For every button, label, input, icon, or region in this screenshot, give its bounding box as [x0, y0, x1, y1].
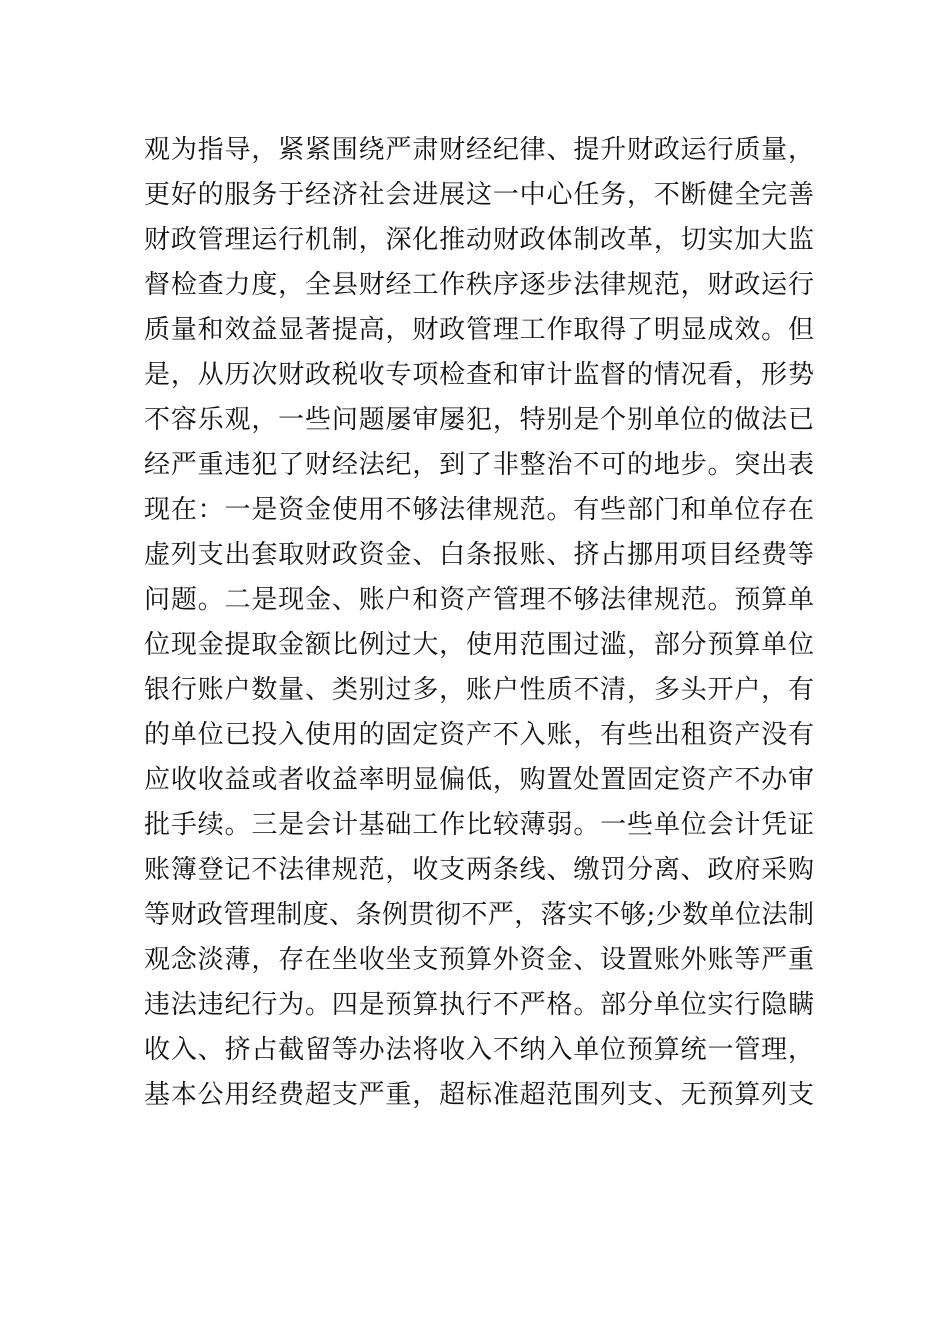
text-line: 银行账户数量、类别过多，账户性质不清，多头开户，有 — [144, 675, 814, 705]
text-line: 观念淡薄，存在坐收坐支预算外资金、设置账外账等严重 — [144, 945, 814, 975]
text-line: 的单位已投入使用的固定资产不入账，有些出租资产没有 — [144, 720, 814, 750]
text-line: 违法违纪行为。四是预算执行不严格。部分单位实行隐瞒 — [144, 990, 814, 1020]
body-paragraph — [144, 128, 814, 1118]
text-line: 问题。二是现金、账户和资产管理不够法律规范。预算单 — [144, 585, 814, 615]
text-line: 批手续。三是会计基础工作比较薄弱。一些单位会计凭证 — [144, 810, 814, 840]
text-line: 虚列支出套取财政资金、白条报账、挤占挪用项目经费等 — [144, 540, 814, 570]
text-line: 现在：一是资金使用不够法律规范。有些部门和单位存在 — [144, 495, 814, 525]
text-line: 督检查力度，全县财经工作秩序逐步法律规范，财政运行 — [144, 270, 814, 300]
text-line: 是，从历次财政税收专项检查和审计监督的情况看，形势 — [144, 360, 814, 390]
text-line: 位现金提取金额比例过大，使用范围过滥，部分预算单位 — [144, 630, 814, 660]
text-line: 收入、挤占截留等办法将收入不纳入单位预算统一管理， — [144, 1035, 814, 1065]
text-line: 不容乐观，一些问题屡审屡犯，特别是个别单位的做法已 — [144, 405, 814, 435]
text-line: 经严重违犯了财经法纪，到了非整治不可的地步。突出表 — [144, 450, 814, 480]
text-line: 账簿登记不法律规范，收支两条线、缴罚分离、政府采购 — [144, 855, 814, 885]
text-line: 质量和效益显著提高，财政管理工作取得了明显成效。但 — [144, 315, 814, 345]
text-line: 更好的服务于经济社会进展这一中心任务，不断健全完善 — [144, 180, 814, 210]
text-line: 等财政管理制度、条例贯彻不严，落实不够;少数单位法制 — [144, 900, 814, 930]
text-line: 观为指导，紧紧围绕严肃财经纪律、提升财政运行质量， — [144, 135, 814, 165]
text-line: 基本公用经费超支严重，超标准超范围列支、无预算列支 — [144, 1080, 814, 1110]
text-line: 财政管理运行机制，深化推动财政体制改革，切实加大监 — [144, 225, 814, 255]
text-line: 应收收益或者收益率明显偏低，购置处置固定资产不办审 — [144, 765, 814, 795]
